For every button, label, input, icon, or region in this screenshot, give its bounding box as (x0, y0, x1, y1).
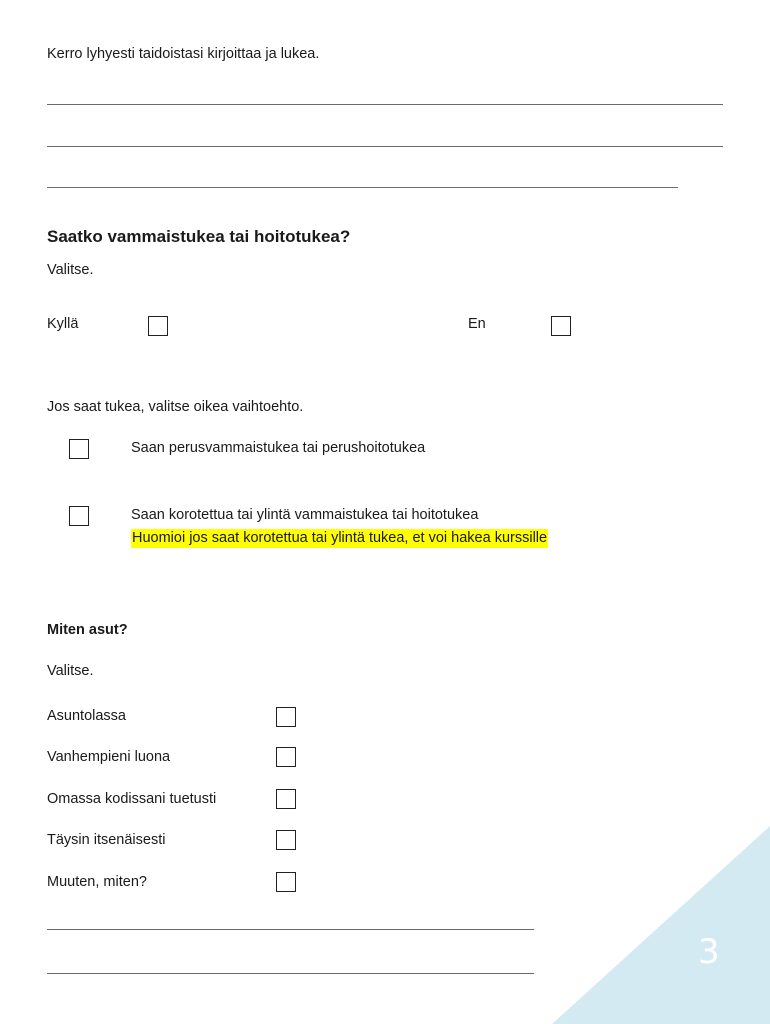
support-yes-checkbox[interactable] (148, 316, 168, 336)
skills-prompt: Kerro lyhyesti taidoistasi kirjoittaa ja lukea. (47, 46, 320, 62)
skills-answer-line-1[interactable] (47, 104, 723, 105)
support-instruction: Valitse. (47, 262, 94, 278)
housing-option-supported-label: Omassa kodissani tuetusti (47, 791, 217, 807)
support-no-checkbox[interactable] (551, 316, 571, 336)
skills-answer-line-2[interactable] (47, 146, 723, 147)
support-raised-label: Saan korotettua tai ylintä vammaistukea tai hoitotukea (131, 507, 479, 523)
highlighted-note: Huomioi jos saat korotettua tai ylintä tukea, et voi hakea kurssille (132, 530, 548, 546)
support-followup: Jos saat tukea, valitse oikea vaihtoehto. (47, 399, 304, 415)
housing-instruction: Valitse. (47, 663, 94, 679)
housing-option-parents-label: Vanhempieni luona (47, 749, 171, 765)
support-raised-note (131, 530, 548, 546)
housing-option-parents-checkbox[interactable] (276, 747, 296, 767)
housing-option-dormitory-label: Asuntolassa (47, 708, 126, 724)
housing-other-answer-line-1[interactable] (47, 929, 534, 930)
support-question-heading: Saatko vammaistukea tai hoitotukea? (47, 227, 351, 246)
housing-question-heading: Miten asut? (47, 622, 128, 638)
housing-option-other-label: Muuten, miten? (47, 874, 147, 890)
skills-answer-line-3[interactable] (47, 187, 678, 188)
support-raised-checkbox[interactable] (69, 506, 89, 526)
page-corner-decoration (552, 826, 770, 1024)
housing-option-dormitory-checkbox[interactable] (276, 707, 296, 727)
page-number: 3 (698, 932, 720, 972)
housing-other-answer-line-2[interactable] (47, 973, 534, 974)
housing-option-independent-label: Täysin itsenäisesti (47, 832, 166, 848)
support-no-label: En (468, 316, 486, 332)
housing-option-independent-checkbox[interactable] (276, 830, 296, 850)
support-basic-checkbox[interactable] (69, 439, 89, 459)
support-yes-label: Kyllä (47, 316, 79, 332)
housing-option-supported-checkbox[interactable] (276, 789, 296, 809)
support-basic-label: Saan perusvammaistukea tai perushoitotukea (131, 440, 426, 456)
housing-option-other-checkbox[interactable] (276, 872, 296, 892)
